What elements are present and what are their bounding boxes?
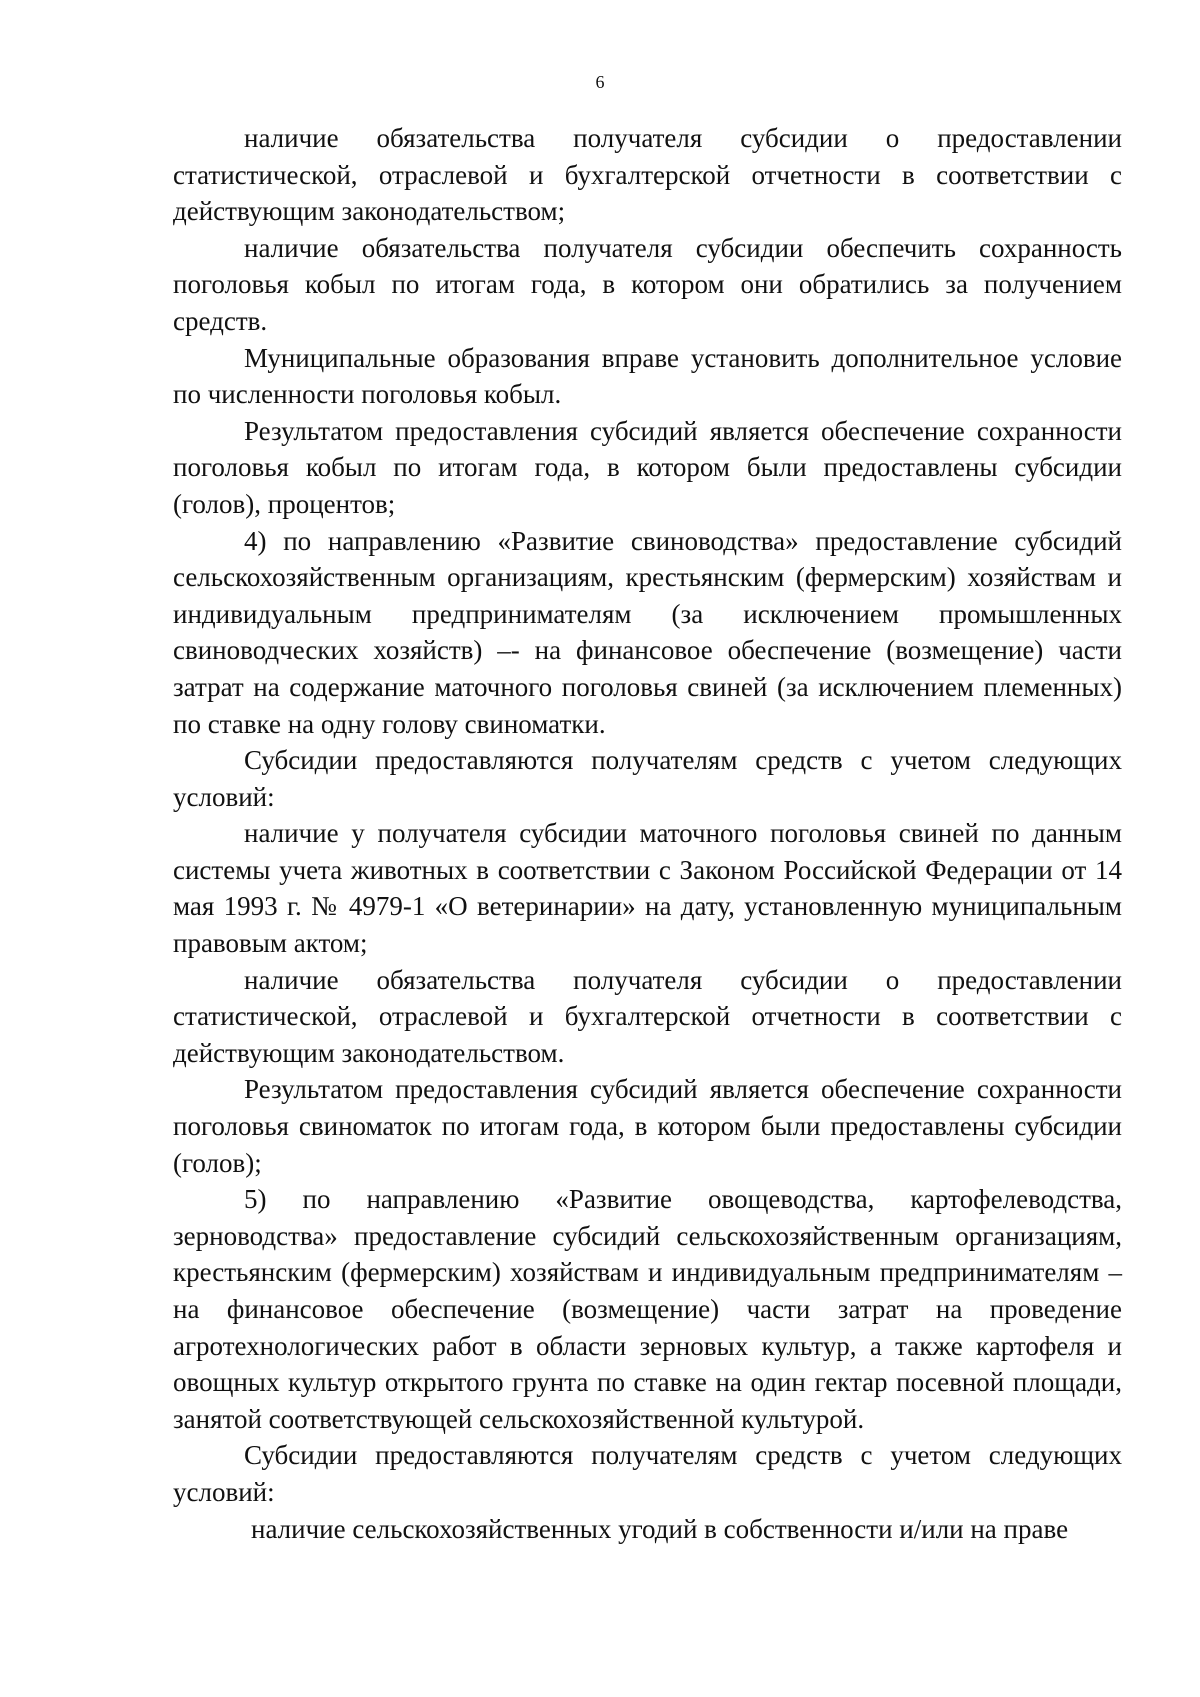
paragraph: Результатом предоставления субсидий является обеспечение сохранности поголовья кобыл по итогам года, в котором были предоставлены субсидии (голов), процентов; bbox=[173, 415, 1122, 519]
document-body bbox=[173, 120, 1122, 1547]
paragraph: Муниципальные образования вправе установить дополнительное условие по численности поголовья кобыл. bbox=[173, 342, 1122, 410]
paragraph-last: наличие сельскохозяйственных угодий в собственности и/или на праве bbox=[251, 1513, 1069, 1544]
paragraph: Субсидии предоставляются получателям средств с учетом следующих условий: bbox=[173, 745, 1122, 812]
paragraph: наличие обязательства получателя субсидии обеспечить сохранность поголовья кобыл по итогам года, в котором они обратились за получением средств. bbox=[173, 232, 1122, 336]
paragraph: 5) по направлению «Развитие овощеводства, картофелеводства, зерноводства» предоставление субсидий сельскохозяйственным организациям, крестьянским (фермерским) хозяйствам и индивидуальным предпринимателям – на финансовое обеспечение (возмещение) части затрат на проведение агротехнологических работ в области зерновых культур, а также картофеля и овощных культур открытого грунта по ставке на один гектар посевной площади, занятой соответствующей сельскохозяйственной культурой. bbox=[173, 1184, 1122, 1434]
paragraph: наличие обязательства получателя субсидии о предоставлении статистической, отраслевой и бухгалтерской отчетности в соответствии с действующим законодательством; bbox=[173, 123, 1122, 227]
paragraph: Результатом предоставления субсидий является обеспечение сохранности поголовья свиноматок по итогам года, в котором были предоставлены субсидии (голов); bbox=[173, 1074, 1122, 1178]
paragraph: наличие обязательства получателя субсидии о предоставлении статистической, отраслевой и бухгалтерской отчетности в соответствии с действующим законодательством. bbox=[173, 964, 1122, 1068]
page-number: 6 bbox=[595, 72, 605, 92]
paragraph: 4) по направлению «Развитие свиноводства» предоставление субсидий сельскохозяйственным организациям, крестьянским (фермерским) хозяйствам и индивидуальным предпринимателям (за исключением промышленных свиноводческих хозяйств) –- на финансовое обеспечение (возмещение) части затрат на содержание маточного поголовья свиней (за исключением племенных) по ставке на одну голову свиноматки. bbox=[173, 525, 1122, 739]
paragraph: наличие у получателя субсидии маточного поголовья свиней по данным системы учета животных в соответствии с Законом Российской Федерации от 14 мая 1993 г. № 4979-1 «О ветеринарии» на дату, установленную муниципальным правовым актом; bbox=[173, 818, 1122, 959]
paragraph: Субсидии предоставляются получателям средств с учетом следующих условий: bbox=[173, 1440, 1122, 1507]
